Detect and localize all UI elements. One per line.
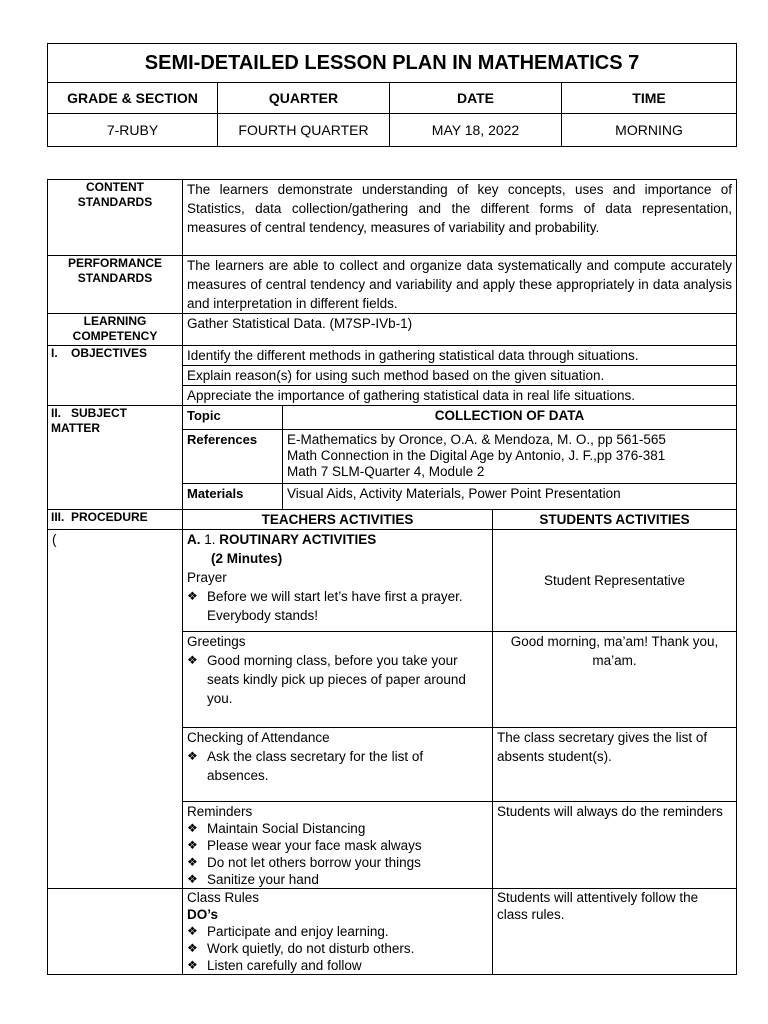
grade-section-value: 7-RUBY [48,114,218,147]
objective-item: Identify the different methods in gathering statistical data through situations. [183,346,737,366]
list-item: ❖ Work quietly, do not disturb others. [187,940,488,957]
content-standards-text: The learners demonstrate understanding of key concepts, uses and importance of Statistics, data collection/gathering and the different forms of data representation, measures of central tendency, measures of variability and probability. [183,180,737,256]
topic-value: COLLECTION OF DATA [283,406,737,430]
references-label: References [183,430,283,484]
list-item: ❖ Ask the class secretary for the list of absences. [187,747,488,785]
list-item: ❖ Sanitize your hand [187,871,488,888]
left-mark: ( [52,532,57,547]
learning-competency-label: LEARNING COMPETENCY [48,314,183,346]
reference-item: E-Mathematics by Oronce, O.A. & Mendoza, M. O., pp 561-565 [287,432,666,447]
lesson-plan-header-table [47,43,737,147]
time-value: MORNING [562,114,737,147]
lesson-plan-body-table [47,179,737,975]
routinary-title: A. 1. ROUTINARY ACTIVITIES [187,532,377,547]
list-item: ❖ Maintain Social Distancing [187,820,488,837]
materials-value: Visual Aids, Activity Materials, Power Point Presentation [283,484,737,510]
performance-standards-label: PERFORMANCE STANDARDS [48,256,183,314]
document-title: SEMI-DETAILED LESSON PLAN IN MATHEMATICS 7 [48,44,737,83]
greetings-student-cell: Good morning, ma’am! Thank you, ma’am. [493,632,737,728]
list-item: ❖ Do not let others borrow your things [187,854,488,871]
teachers-activities-header: TEACHERS ACTIVITIES [183,510,493,530]
procedure-left-column [48,530,183,889]
dos-heading: DO’s [187,907,219,922]
greetings-heading: Greetings [187,634,246,649]
performance-standards-text: The learners are able to collect and organize data systematically and compute accurately measures of central tendency and variability and apply these appropriately in data analysis and interpretation in different fields. [183,256,737,314]
greetings-teacher-cell [183,632,493,728]
objective-item: Appreciate the importance of gathering statistical data in real life situations. [183,386,737,406]
attendance-teacher-cell [183,728,493,802]
greetings-list [187,651,488,708]
class-rules-list [187,923,488,974]
objectives-label: I. OBJECTIVES [48,346,183,406]
prayer-heading: Prayer [187,570,227,585]
quarter-header: QUARTER [218,83,390,114]
students-activities-header: STUDENTS ACTIVITIES [493,510,737,530]
content-standards-label: CONTENT STANDARDS [48,180,183,256]
reminders-student-cell: Students will always do the reminders [493,802,737,889]
reminders-teacher-cell [183,802,493,889]
list-item: ❖ Participate and enjoy learning. [187,923,488,940]
date-value: MAY 18, 2022 [390,114,562,147]
subject-matter-label: II. SUBJECT MATTER [48,406,183,510]
time-header: TIME [562,83,737,114]
class-rules-student-cell: Students will attentively follow the class rules. [493,889,737,975]
quarter-value: FOURTH QUARTER [218,114,390,147]
procedure-label: III. PROCEDURE [48,510,183,530]
routinary-duration: (2 Minutes) [211,551,283,566]
reference-item: Math Connection in the Digital Age by Antonio, J. F.,pp 376-381 [287,448,666,463]
learning-competency-text: Gather Statistical Data. (M7SP-IVb-1) [183,314,737,346]
list-item: ❖ Good morning class, before you take your seats kindly pick up pieces of paper around you. [187,651,488,708]
attendance-heading: Checking of Attendance [187,730,330,745]
grade-section-header: GRADE & SECTION [48,83,218,114]
list-item: ❖ Before we will start let’s have first a prayer. Everybody stands! [187,587,488,625]
reference-item: Math 7 SLM-Quarter 4, Module 2 [287,464,485,479]
attendance-student-cell: The class secretary gives the list of absents student(s). [493,728,737,802]
materials-label: Materials [183,484,283,510]
class-rules-heading: Class Rules [187,890,260,905]
reminders-heading: Reminders [187,804,253,819]
prayer-list [187,587,488,625]
references-value [283,430,737,484]
reminders-list [187,820,488,888]
list-item: ❖ Please wear your face mask always [187,837,488,854]
procedure-left-empty [48,889,183,975]
class-rules-teacher-cell [183,889,493,975]
objective-item: Explain reason(s) for using such method based on the given situation. [183,366,737,386]
list-item: ❖ Listen carefully and follow [187,957,488,974]
date-header: DATE [390,83,562,114]
prayer-teacher-cell [183,530,493,632]
attendance-list [187,747,488,785]
prayer-student-cell: Student Representative [493,530,737,632]
topic-label: Topic [183,406,283,430]
